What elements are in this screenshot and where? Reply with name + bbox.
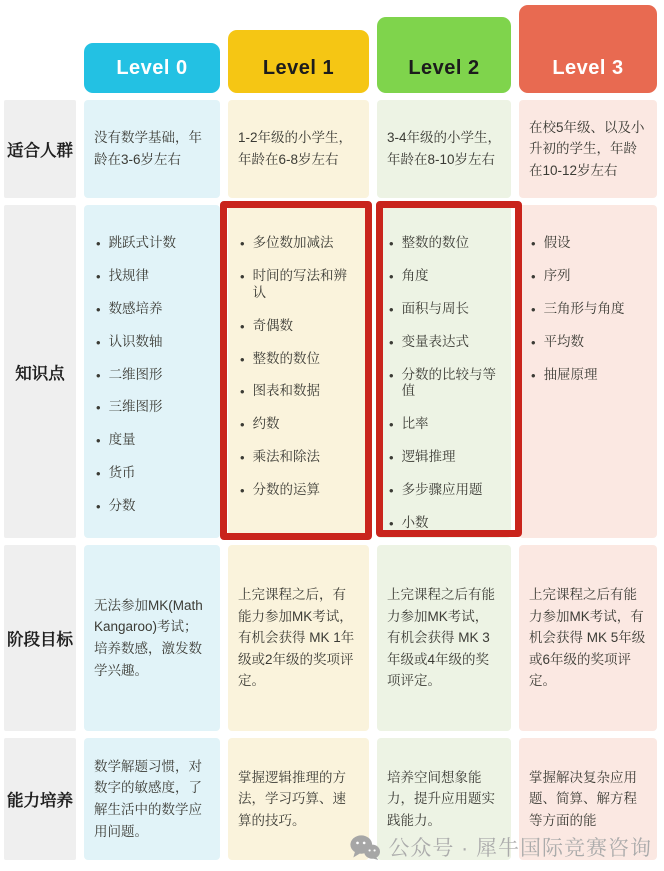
level-3-header-label: Level 3 [552,57,624,79]
ability-text-level-3: 掌握解决复杂应用题、简算、解方程等方面的能 [529,769,637,828]
goal-text-level-1: 上完课程之后，有能力参加MK考试，有机会获得 MK 1年级或2年级的奖项评定。 [238,587,355,689]
bullet-icon: • [96,367,101,383]
knowledge-item [389,482,501,499]
knowledge-item-text: 角度 [401,267,429,283]
knowledge-item [240,383,359,400]
bullet-icon: • [96,268,101,284]
bullet-icon: • [240,483,245,498]
level-2-header-label: Level 2 [408,57,480,79]
ability-cell-level-0 [84,738,220,860]
knowledge-item [389,235,501,252]
bullet-icon: • [531,367,536,383]
level-0-header [84,43,220,93]
knowledge-item [240,416,359,433]
bullet-icon: • [389,301,394,317]
bullet-icon: • [531,268,536,284]
bullet-icon: • [389,515,394,531]
level-1-header [228,30,369,93]
knowledge-item [96,367,210,384]
knowledge-item-text: 比率 [401,416,429,432]
knowledge-cell-level-2-highlighted [377,205,511,538]
knowledge-item-text: 图表和数据 [252,383,321,399]
knowledge-item-text: 整数的数位 [401,235,470,250]
bullet-icon: • [96,400,101,416]
knowledge-item [96,465,210,482]
knowledge-item [389,268,501,285]
knowledge-item [96,235,210,252]
knowledge-item-text: 乘法和除法 [252,449,321,465]
knowledge-item [240,449,359,466]
knowledge-cell-level-0 [84,205,220,538]
row-label-goal [4,545,76,731]
row-label-audience-text: 适合人群 [7,142,73,160]
knowledge-item-text: 三角形与角度 [543,300,625,316]
bullet-icon: • [240,450,245,466]
audience-text-level-0: 没有数学基础，年龄在3-6岁左右 [94,130,202,167]
bullet-icon: • [96,433,101,449]
knowledge-item-text: 数感培养 [108,300,163,316]
knowledge-item [389,416,501,433]
knowledge-item [240,318,359,335]
knowledge-item-text: 平均数 [543,333,585,349]
bullet-icon: • [389,268,394,284]
knowledge-item-text: 奇偶数 [252,317,294,333]
knowledge-item [531,334,647,351]
knowledge-list-level-3 [531,235,647,383]
bullet-icon: • [96,334,101,350]
knowledge-item [531,301,647,318]
knowledge-item-text: 面积与周长 [401,300,470,316]
knowledge-item [389,301,501,318]
goal-text-level-2: 上完课程之后有能力参加MK考试，有机会获得 MK 3年级或4年级的奖项评定。 [387,587,495,689]
knowledge-cell-level-3 [519,205,657,538]
knowledge-item [240,351,359,368]
knowledge-cell-level-1-highlighted [228,205,369,538]
bullet-icon: • [389,483,394,498]
level-1-header-label: Level 1 [262,57,335,79]
knowledge-item-text: 时间的写法和辨认 [252,267,348,300]
knowledge-item [531,268,647,285]
knowledge-item-text: 分数的运算 [252,482,321,497]
bullet-icon: • [389,367,394,383]
bullet-icon: • [240,236,245,251]
row-label-goal-text: 阶段目标 [7,631,73,649]
knowledge-item-text: 分数 [108,498,136,513]
knowledge-item-text: 认识数轴 [108,333,163,349]
knowledge-item [240,268,359,302]
knowledge-list-level-1 [240,235,359,499]
bullet-icon: • [389,334,394,350]
watermark [350,832,652,862]
knowledge-item-text: 货币 [108,465,136,481]
bullet-icon: • [531,301,536,317]
goal-cell-level-0 [84,545,220,731]
knowledge-item [531,235,647,252]
bullet-icon: • [240,318,245,334]
audience-text-level-2: 3-4年级的小学生，年龄在8-10岁左右 [387,130,502,167]
knowledge-item-text: 分数的比较与等值 [401,366,497,399]
ability-cell-level-1 [228,738,369,860]
audience-cell-level-3 [519,100,657,198]
knowledge-item-text: 逻辑推理 [401,449,456,465]
knowledge-item-text: 三维图形 [108,399,163,415]
knowledge-item-text: 二维图形 [108,366,163,382]
row-label-audience [4,100,76,198]
goal-cell-level-3 [519,545,657,731]
audience-text-level-3: 在校5年级、以及小升初的学生，年龄在10-12岁左右 [529,119,645,178]
row-label-knowledge [4,205,76,538]
knowledge-list-level-2 [389,235,501,532]
knowledge-item [96,399,210,416]
bullet-icon: • [531,334,536,350]
knowledge-item [96,301,210,318]
knowledge-item-text: 多步骤应用题 [401,482,483,497]
audience-cell-level-2 [377,100,511,198]
row-label-ability [4,738,76,860]
corner-spacer [4,5,76,93]
knowledge-list-level-0 [96,235,210,515]
goal-text-level-3: 上完课程之后有能力参加MK考试，有机会获得 MK 5年级或6年级的奖项评定。 [529,587,646,689]
knowledge-item-text: 度量 [108,432,136,448]
knowledge-item-text: 找规律 [108,267,150,283]
bullet-icon: • [240,268,245,284]
goal-text-level-0: 无法参加MK(Math Kangaroo)考试；培养数感，激发数学兴趣。 [94,597,203,678]
knowledge-item-text: 抽屉原理 [543,366,598,382]
row-label-ability-text: 能力培养 [7,792,73,810]
row-label-knowledge-text: 知识点 [15,364,65,383]
level-0-header-label: Level 0 [116,57,188,79]
bullet-icon: • [96,466,101,482]
level-2-header [377,17,511,93]
ability-text-level-0: 数学解题习惯，对数字的敏感度，了解生活中的数学应用问题。 [94,758,202,839]
wechat-icon [350,835,380,860]
knowledge-item [96,268,210,285]
knowledge-item-text: 序列 [543,267,571,283]
audience-cell-level-0 [84,100,220,198]
knowledge-item-text: 整数的数位 [252,350,321,366]
knowledge-item [96,498,210,515]
audience-cell-level-1 [228,100,369,198]
knowledge-item-text: 假设 [543,235,571,250]
bullet-icon: • [531,236,536,251]
knowledge-item [389,334,501,351]
bullet-icon: • [96,499,101,514]
bullet-icon: • [389,417,394,433]
knowledge-item [96,432,210,449]
level-3-header [519,5,657,93]
watermark-text: 公众号 · 犀牛国际竞赛咨询 [388,837,652,860]
knowledge-item [389,515,501,532]
knowledge-item [240,482,359,499]
audience-text-level-1: 1-2年级的小学生，年龄在6-8岁左右 [238,130,353,167]
bullet-icon: • [96,301,101,317]
knowledge-item [389,367,501,401]
knowledge-item-text: 多位数加减法 [252,235,334,250]
bullet-icon: • [240,351,245,367]
knowledge-item-text: 约数 [252,416,280,432]
knowledge-item [96,334,210,351]
bullet-icon: • [240,384,245,400]
ability-text-level-2: 培养空间想象能力，提升应用题实践能力。 [387,769,495,828]
goal-cell-level-1 [228,545,369,731]
knowledge-item [531,367,647,384]
bullet-icon: • [96,236,101,251]
knowledge-item-text: 跳跃式计数 [108,235,177,250]
ability-text-level-1: 掌握逻辑推理的方法，学习巧算、速算的技巧。 [238,769,346,828]
knowledge-item-text: 变量表达式 [401,333,470,349]
goal-cell-level-2 [377,545,511,731]
bullet-icon: • [389,236,394,251]
bullet-icon: • [240,417,245,433]
knowledge-item [389,449,501,466]
knowledge-item-text: 小数 [401,514,429,530]
bullet-icon: • [389,450,394,466]
knowledge-item [240,235,359,252]
